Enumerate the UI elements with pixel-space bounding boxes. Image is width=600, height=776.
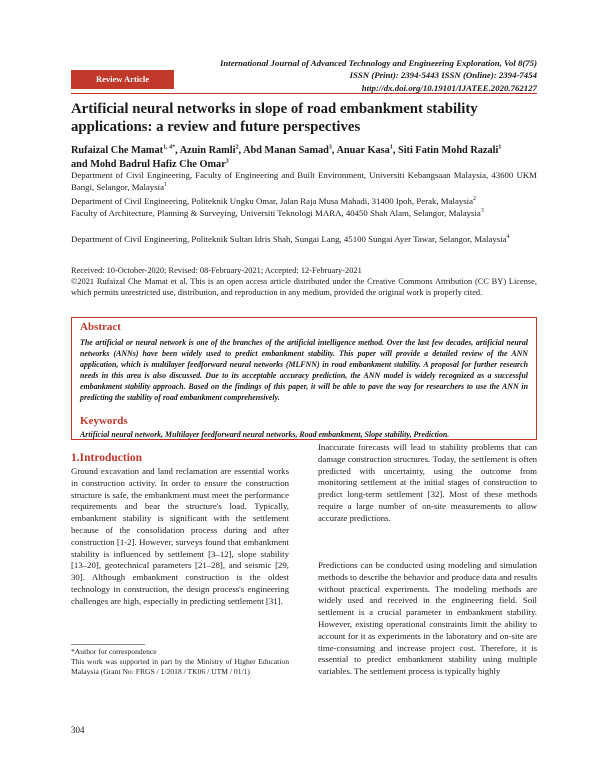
footnote — [71, 647, 289, 678]
footnote-divider — [71, 644, 145, 645]
journal-name: International Journal of Advanced Technology and Engineering Exploration, Vol 8(75) — [219, 58, 537, 68]
author-affiliation-marker: 1, 4* — [163, 144, 176, 151]
intro-paragraph-2: Inaccurate forecasts will lead to stability problems that can damage construction structures. Today, the settlement is often predicted with uncertainty, using the outcome from monitoring settlement at the initial stages of construction to predict long-term settlement [32]. Most of these methods require a large number of on-site measurements to allow accurate predictions. — [318, 442, 537, 523]
author-name: Siti Fatin Mohd Razali — [397, 145, 499, 156]
affiliation-2: Department of Civil Engineering, Politeknik Ungku Omar, Jalan Raja Musa Mahadi, 31400 Ipoh, Perak, Malaysia$^2$ — [71, 196, 477, 206]
footnote-correspondence: *Author for correspondence — [71, 647, 157, 656]
intro-paragraph-3: Predictions can be conducted using modeling and simulation methods to describe the behavior and produce data and results without practical experiments. The modeling methods are widely used and received in the engineering field. Soil settlement is a crucial parameter in embankment stability. However, existing operational constraints limit the ability to account for it as experiments in the laboratory and on-site are time-consuming and increase project cost. Therefore, it is essential to predict embankment stability using multiple variables. The settlement process is typically highly — [318, 560, 537, 677]
keywords-heading: Keywords — [80, 415, 128, 427]
journal-doi[interactable]: http://dx.doi.org/10.19101/IJATEE.2020.762127 — [361, 82, 537, 93]
author-name: Rufaizal Che Mamat — [71, 145, 164, 156]
footnote-funding: This work was supported in part by the Ministry of Higher Education Malaysia (Grant No: FRGS / 1/2018 / TK06 / UTM / 01/1) — [71, 657, 289, 677]
author-list: Rufaizal Che Mamat$^{1, 4*}$, Azuin Ramli$^2$, Abd Manan Samad$^3$, Anuar Kasa$^1$, Siti Fatin Mohd Razali$^1$ and Mohd Badrul Hafiz Che Omar$^3$ — [71, 144, 502, 170]
publication-info — [71, 265, 537, 299]
author-affiliation-marker: 3 — [225, 158, 229, 165]
abstract-text: The artificial or neural network is one of the branches of the artificial intelligence method. Over the last few decades, artificial neural networks (ANNs) have been widely used to predict embankment stability. This paper will provide a detailed review of the ANN application, which is multilayer feedforward neural networks (MLFNN) in road embankment stability. A proposal for further research needs in this area is also discussed. Due to its acceptable accuracy prediction, the ANN model is widely recognized as a successful embankment stability approach. Based on the findings of this paper, it will be able to pave the way for researchers to use the ANN in predicting the stability of road embankment comprehensively. — [80, 338, 528, 402]
author-name: Mohd Badrul Hafiz Che Omar — [90, 158, 226, 170]
author-name: Abd Manan Samad — [243, 145, 329, 156]
journal-header — [117, 57, 537, 94]
paper-title: Artificial neural networks in slope of road embankment stability applications: a review and future perspectives — [71, 101, 478, 135]
affiliation-4: Department of Civil Engineering, Politeknik Sultan Idris Shah, Sungai Lang, 45100 Sungai Ayer Tawar, Selangor, Malaysia$^4$ — [71, 234, 510, 244]
affiliation-1: Department of Civil Engineering, Faculty of Engineering and Built Environment, Universiti Kebangsaan Malaysia, 43600 UKM Bangi, Selangor, Malaysia$^1$ — [71, 170, 537, 192]
page-number: 304 — [71, 725, 85, 735]
publication-dates: Received: 10-October-2020; Revised: 08-February-2021; Accepted: 12-February-2021 — [71, 266, 362, 275]
author-affiliation-marker: 1 — [498, 144, 502, 151]
author-affiliation-marker: 1 — [389, 144, 393, 151]
intro-paragraph-1: Ground excavation and land reclamation are essential works in construction activity. In order to ensure the construction structure is safe, the embankment must meet the performance requirements and bear the structure's load. Typically, embankment stability is significant with the settlement because of the consolidation process during and after construction [1-2]. However, surveys found that embankment stability is influenced by settlement [3–12], slope stability [13–20], geotechnical parameters [21–28], and seismic [29, 30]. Although embankment construction is the oldest technology in construction, the design process's engineering challenges are high, especially in predicting settlement [31]. — [71, 466, 289, 606]
author-affiliation-marker: 3 — [328, 144, 332, 151]
abstract-heading: Abstract — [80, 321, 121, 333]
article-type-badge: Review Article — [71, 70, 174, 89]
author-affiliation-marker: 2 — [235, 144, 239, 151]
header-divider — [71, 93, 537, 94]
license-text: ©2021 Rufaizal Che Mamat et al. This is an open access article distributed under the Creative Commons Attribution (CC BY) License, which permits unrestricted use, distribution, and reproduction in any medium, provided the original work is properly cited. — [71, 277, 537, 298]
section-heading-introduction: 1.Introduction — [71, 452, 143, 464]
author-name: Anuar Kasa — [336, 145, 390, 156]
author-and: and — [71, 158, 88, 170]
author-name: Azuin Ramli — [179, 145, 236, 156]
affiliation-3: Faculty of Architecture, Planning & Surveying, Universiti Teknologi MARA, 40450 Shah Alam, Selangor, Malaysia$^3$ — [71, 208, 484, 218]
keywords-text: Artificial neural network, Multilayer feedforward neural networks, Road embankment, Slope stability, Prediction. — [80, 430, 450, 439]
abstract-box — [71, 317, 537, 440]
journal-issn: ISSN (Print): 2394-5443 ISSN (Online): 2394-7454 — [349, 70, 537, 81]
